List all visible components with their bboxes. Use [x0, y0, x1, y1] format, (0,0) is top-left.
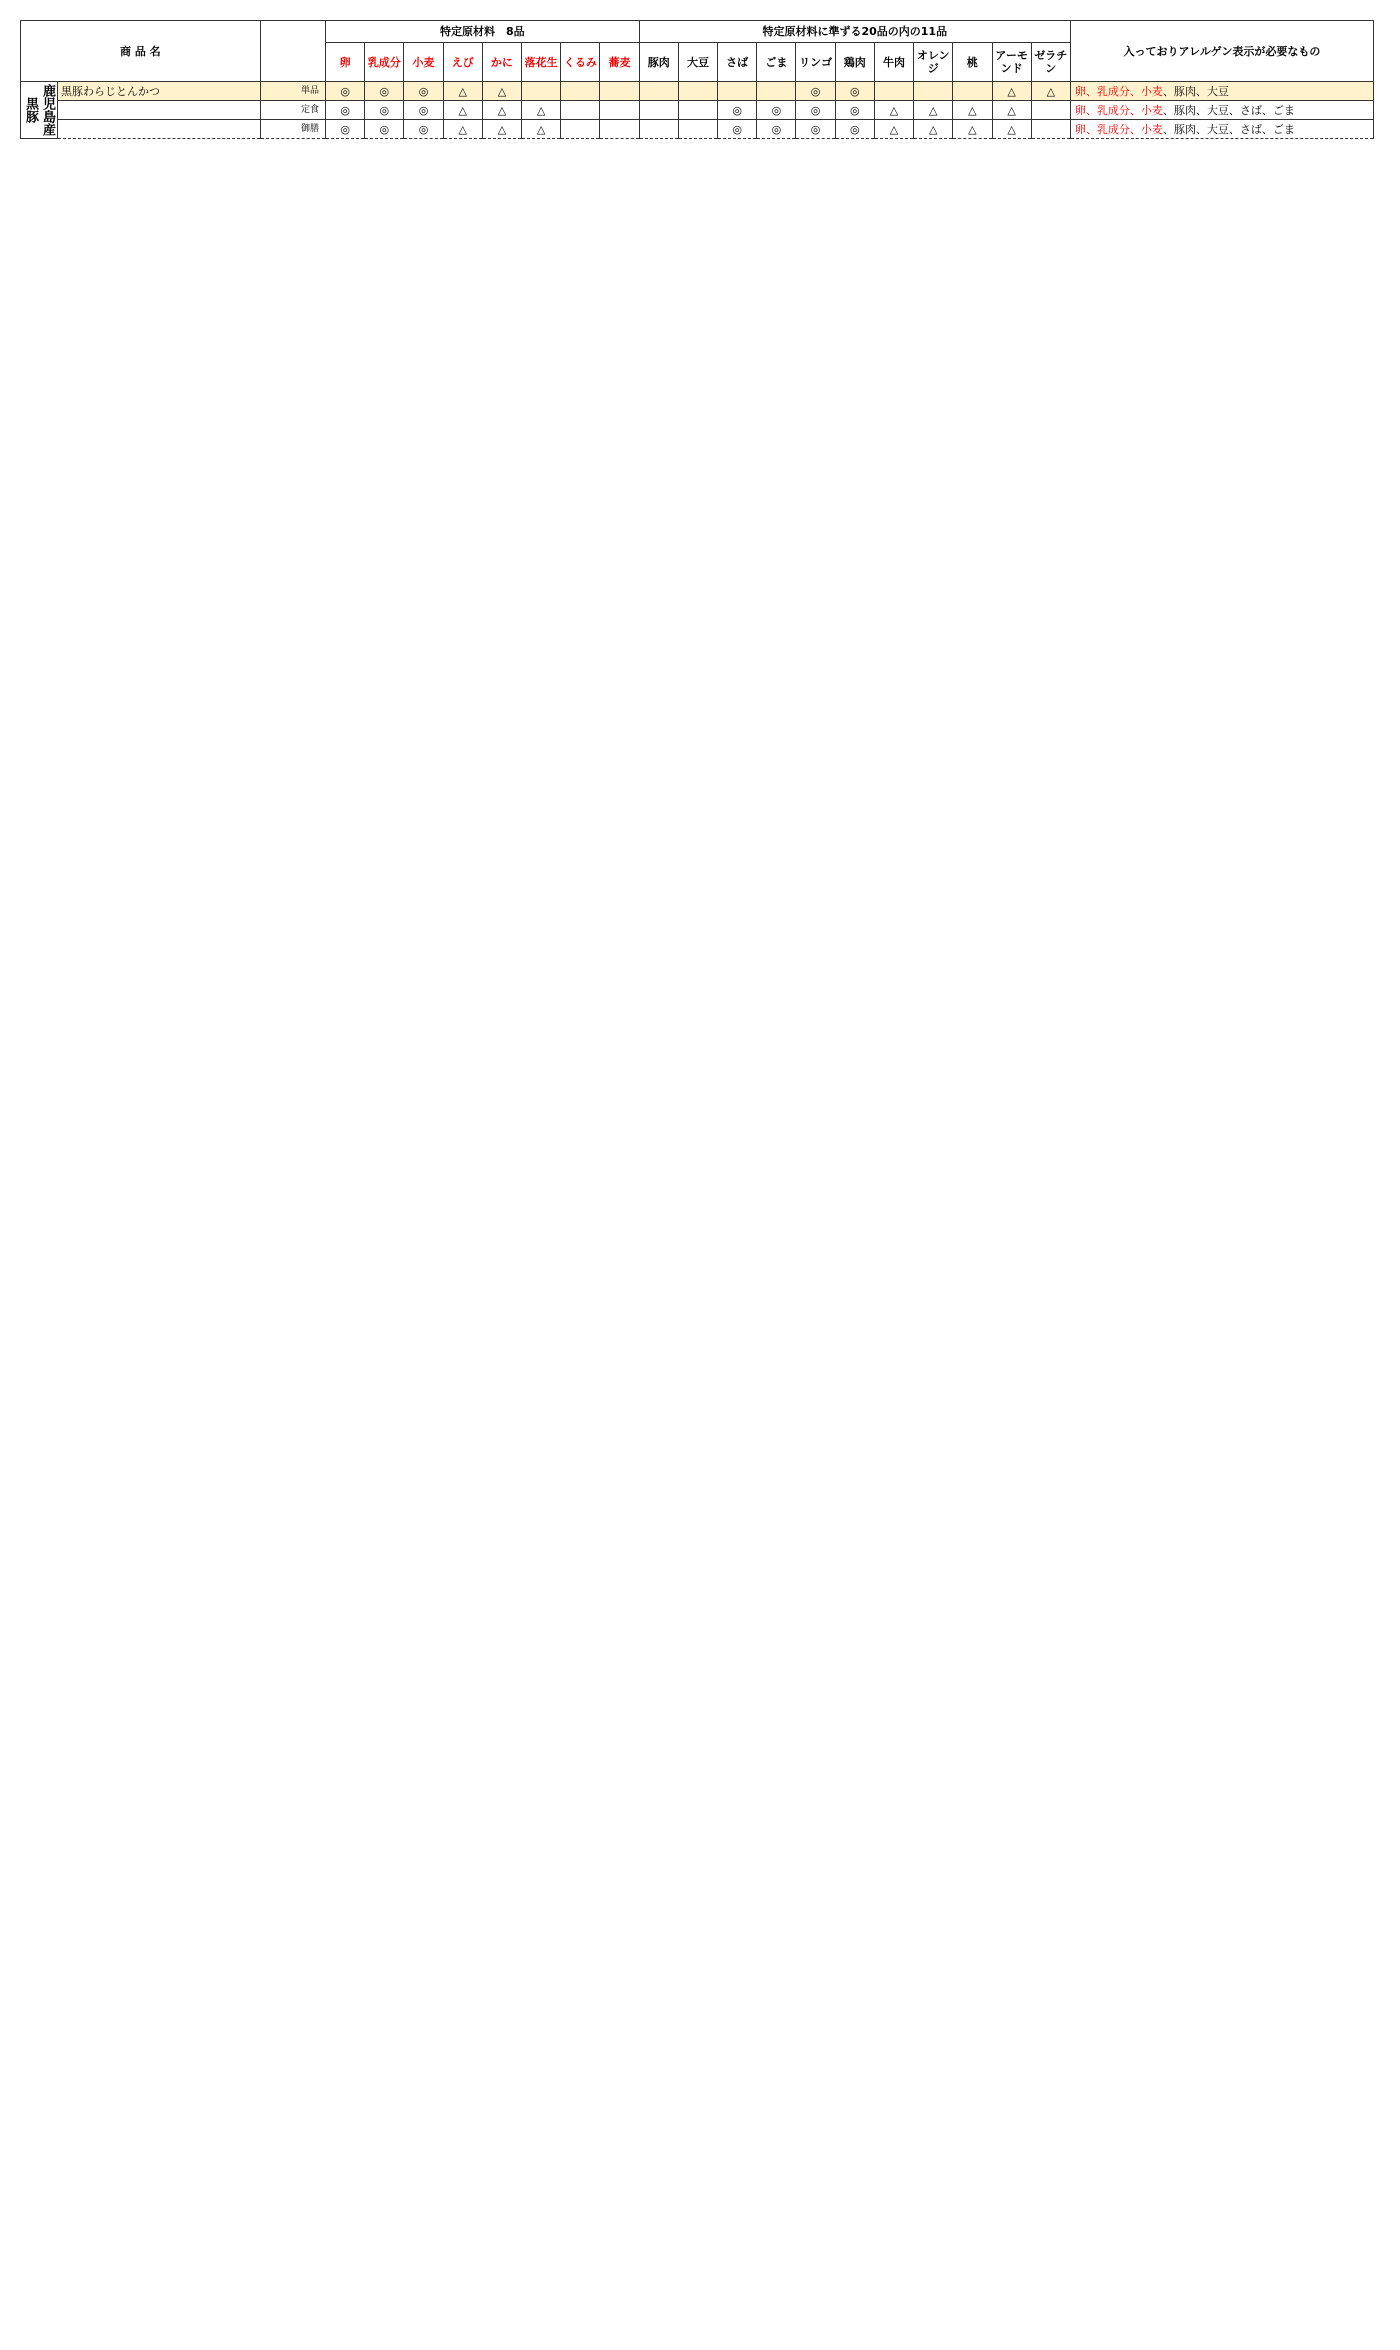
- variant-label: 御膳: [260, 120, 325, 139]
- allergen-list-required: 卵、乳成分、小麦: [1074, 84, 1163, 98]
- specific-col-5: 落花生: [522, 43, 561, 82]
- allergen-mark: [1031, 101, 1070, 120]
- allergen-mark: ◎: [365, 82, 404, 101]
- allergen-list-other: 、豚肉、大豆、さば、ごま: [1162, 122, 1295, 136]
- allergen-list: [1070, 120, 1373, 139]
- allergen-mark: [953, 82, 992, 101]
- product-name: [58, 101, 261, 120]
- product-name-header: 商 品 名: [21, 21, 261, 82]
- allergen-mark: [678, 82, 717, 101]
- specific-col-0: 卵: [326, 43, 365, 82]
- allergen-list: [1070, 82, 1373, 101]
- allergen-mark: [561, 120, 600, 139]
- variant-label: 単品: [260, 82, 325, 101]
- allergen-mark: △: [992, 82, 1031, 101]
- specific-col-7: 蕎麦: [600, 43, 639, 82]
- specific-col-4: かに: [482, 43, 521, 82]
- allergen-mark: [600, 101, 639, 120]
- allergen-mark: ◎: [404, 101, 443, 120]
- allergen-mark: ◎: [835, 120, 874, 139]
- equiv-col-1: 大豆: [678, 43, 717, 82]
- allergen-mark: [914, 82, 953, 101]
- allergen-mark: [600, 82, 639, 101]
- allergen-mark: [718, 82, 757, 101]
- allergen-mark: [522, 82, 561, 101]
- allergen-table-container: [20, 20, 1374, 149]
- allergen-mark: ◎: [796, 101, 835, 120]
- equiv-col-0: 豚肉: [639, 43, 678, 82]
- allergen-mark: ◎: [326, 101, 365, 120]
- equiv-col-2: さば: [718, 43, 757, 82]
- allergen-mark: ◎: [365, 101, 404, 120]
- allergen-mark: △: [874, 120, 913, 139]
- allergen-mark: ◎: [404, 82, 443, 101]
- table-row: [21, 82, 1374, 101]
- allergen-list-required: 卵、乳成分、小麦: [1074, 103, 1163, 117]
- allergen-display-header: 入っておりアレルゲン表示が必要なもの: [1070, 21, 1373, 82]
- allergen-mark: △: [522, 120, 561, 139]
- allergen-mark: △: [874, 101, 913, 120]
- allergen-mark: [678, 101, 717, 120]
- specific-col-6: くるみ: [561, 43, 600, 82]
- allergen-mark: △: [1031, 82, 1070, 101]
- allergen-mark: ◎: [718, 101, 757, 120]
- specific-materials-header: 特定原材料 8品: [326, 21, 640, 43]
- allergen-list-other: 、豚肉、大豆: [1162, 84, 1229, 98]
- allergen-mark: ◎: [796, 120, 835, 139]
- allergen-table: [20, 20, 1374, 149]
- allergen-mark: △: [443, 101, 482, 120]
- allergen-mark: [757, 82, 796, 101]
- allergen-list: [1070, 101, 1373, 120]
- allergen-mark: ◎: [718, 120, 757, 139]
- table-row: [21, 120, 1374, 139]
- specific-col-1: 乳成分: [365, 43, 404, 82]
- allergen-mark: △: [953, 101, 992, 120]
- allergen-mark: ◎: [326, 120, 365, 139]
- allergen-mark: ◎: [404, 120, 443, 139]
- section-label: 鹿児島産 黒豚: [21, 82, 58, 139]
- allergen-mark: △: [914, 101, 953, 120]
- allergen-mark: ◎: [835, 82, 874, 101]
- allergen-mark: △: [992, 120, 1031, 139]
- allergen-mark: ◎: [757, 101, 796, 120]
- allergen-mark: ◎: [326, 82, 365, 101]
- equiv-col-6: 牛肉: [874, 43, 913, 82]
- specific-col-2: 小麦: [404, 43, 443, 82]
- allergen-list-required: 卵、乳成分、小麦: [1074, 122, 1163, 136]
- allergen-mark: △: [443, 120, 482, 139]
- specific-col-3: えび: [443, 43, 482, 82]
- allergen-mark: [639, 101, 678, 120]
- allergen-mark: [1031, 120, 1070, 139]
- allergen-mark: △: [953, 120, 992, 139]
- allergen-mark: △: [443, 82, 482, 101]
- allergen-mark: [874, 82, 913, 101]
- variant-label: 定食: [260, 101, 325, 120]
- equiv-col-3: ごま: [757, 43, 796, 82]
- allergen-mark: [678, 120, 717, 139]
- variant-header: [260, 21, 325, 82]
- allergen-mark: △: [992, 101, 1031, 120]
- allergen-mark: [561, 82, 600, 101]
- equiv-col-10: ゼラチン: [1031, 43, 1070, 82]
- equivalent-materials-header: 特定原材料に準ずる20品の内の11品: [639, 21, 1070, 43]
- product-name: 黒豚わらじとんかつ: [58, 82, 261, 101]
- allergen-mark: [561, 101, 600, 120]
- table-header: [21, 21, 1374, 82]
- equiv-col-5: 鶏肉: [835, 43, 874, 82]
- allergen-mark: △: [914, 120, 953, 139]
- allergen-list-other: 、豚肉、大豆、さば、ごま: [1162, 103, 1295, 117]
- allergen-mark: ◎: [757, 120, 796, 139]
- allergen-mark: ◎: [365, 120, 404, 139]
- equiv-col-7: オレンジ: [914, 43, 953, 82]
- table-row: [21, 101, 1374, 120]
- allergen-mark: [639, 120, 678, 139]
- allergen-mark: △: [482, 120, 521, 139]
- equiv-col-8: 桃: [953, 43, 992, 82]
- table-body: [21, 82, 1374, 149]
- allergen-mark: [639, 82, 678, 101]
- allergen-mark: △: [482, 82, 521, 101]
- product-name: [58, 120, 261, 139]
- allergen-mark: △: [482, 101, 521, 120]
- allergen-mark: ◎: [835, 101, 874, 120]
- equiv-col-9: アーモンド: [992, 43, 1031, 82]
- allergen-mark: [600, 120, 639, 139]
- allergen-mark: ◎: [796, 82, 835, 101]
- equiv-col-4: リンゴ: [796, 43, 835, 82]
- allergen-mark: △: [522, 101, 561, 120]
